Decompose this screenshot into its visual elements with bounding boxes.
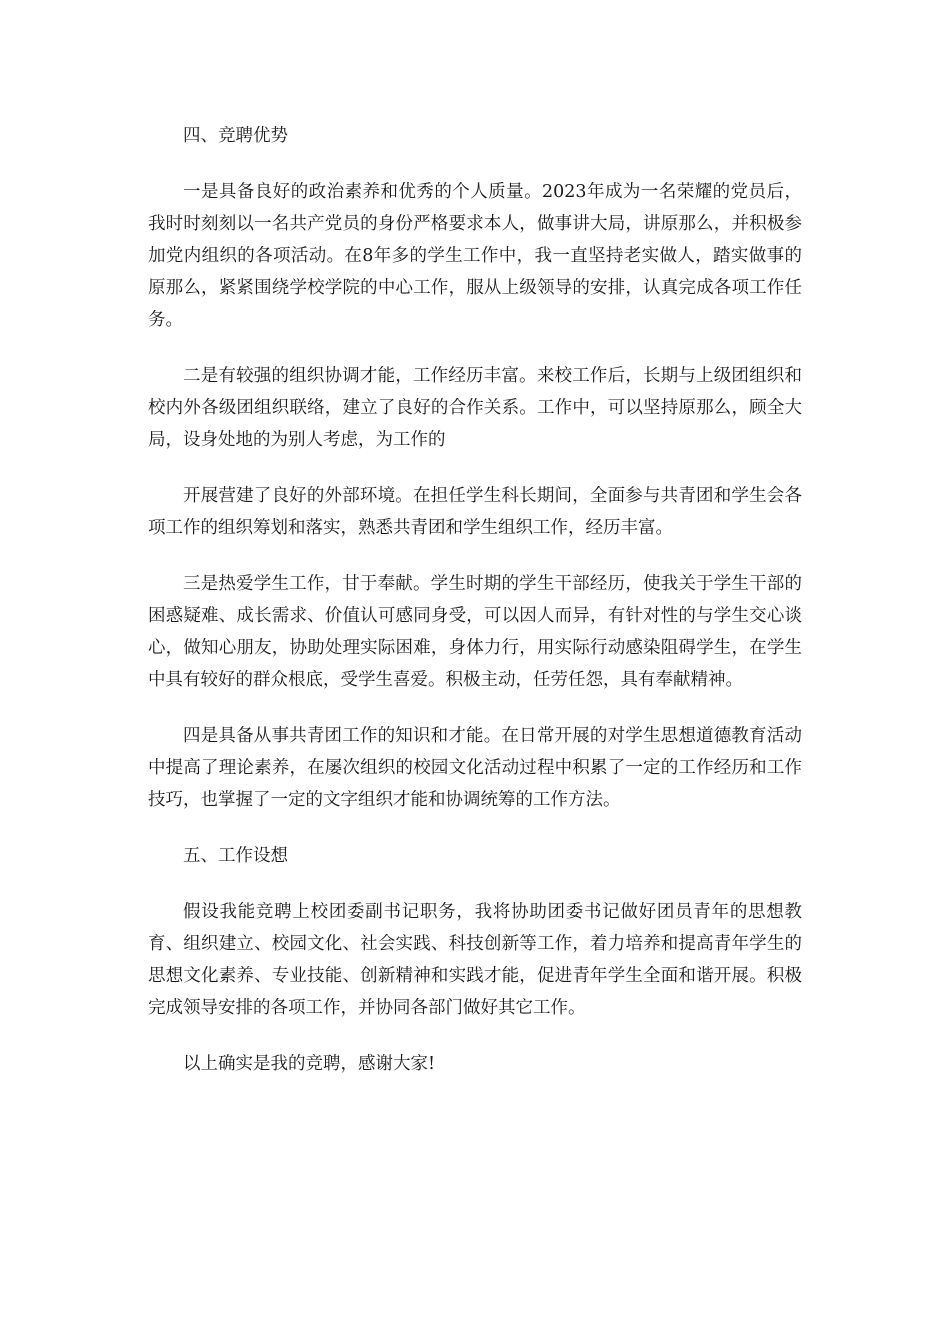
paragraph-organization-ability: 二是有较强的组织协调才能，工作经历丰富。来校工作后，长期与上级团组织和校内外各级团组织联络，建立了良好的合作关系。工作中，可以坚持原那么，顾全大局，设身处地的为别人考虑，为工作的 <box>148 366 802 450</box>
document-body <box>148 120 802 1104</box>
paragraph-political-quality: 一是具备良好的政治素养和优秀的个人质量。2023年成为一名荣耀的党员后，我时时刻刻以一名共产党员的身份严格要求本人，做事讲大局，讲原那么，并积极参加党内组织的各项活动。在8年多的学生工作中，我一直坚持老实做人，踏实做事的原那么，紧紧围绕学校学院的中心工作，服从上级领导的安排，认真完成各项工作任务。 <box>148 182 802 330</box>
paragraph-love-students: 三是热爱学生工作，甘于奉献。学生时期的学生干部经历，使我关于学生干部的困惑疑难、成长需求、价值认可感同身受，可以因人而异，有针对性的与学生交心谈心，做知心朋友，协助处理实际困难，身体力行，用实际行动感染阻碍学生，在学生中具有较好的群众根底，受学生喜爱。积极主动，任劳任怨，具有奉献精神。 <box>148 574 802 690</box>
paragraph-work-plan: 假设我能竞聘上校团委副书记职务，我将协助团委书记做好团员青年的思想教育、组织建立、校园文化、社会实践、科技创新等工作，着力培养和提高青年学生的思想文化素养、专业技能、创新精神和实践才能，促进青年学生全面和谐开展。积极完成领导安排的各项工作，并协同各部门做好其它工作。 <box>148 902 802 1018</box>
paragraph-closing: 以上确实是我的竞聘，感谢大家! <box>183 1054 436 1074</box>
section-heading-advantages: 四、竞聘优势 <box>183 126 288 146</box>
section-heading-work-plan: 五、工作设想 <box>183 846 288 866</box>
paragraph-environment: 开展营建了良好的外部环境。在担任学生科长期间，全面参与共青团和学生会各项工作的组织筹划和落实，熟悉共青团和学生组织工作，经历丰富。 <box>148 486 802 538</box>
paragraph-knowledge-ability: 四是具备从事共青团工作的知识和才能。在日常开展的对学生思想道德教育活动中提高了理论素养，在屡次组织的校园文化活动过程中积累了一定的工作经历和工作技巧，也掌握了一定的文字组织才能和协调统筹的工作方法。 <box>148 726 802 810</box>
